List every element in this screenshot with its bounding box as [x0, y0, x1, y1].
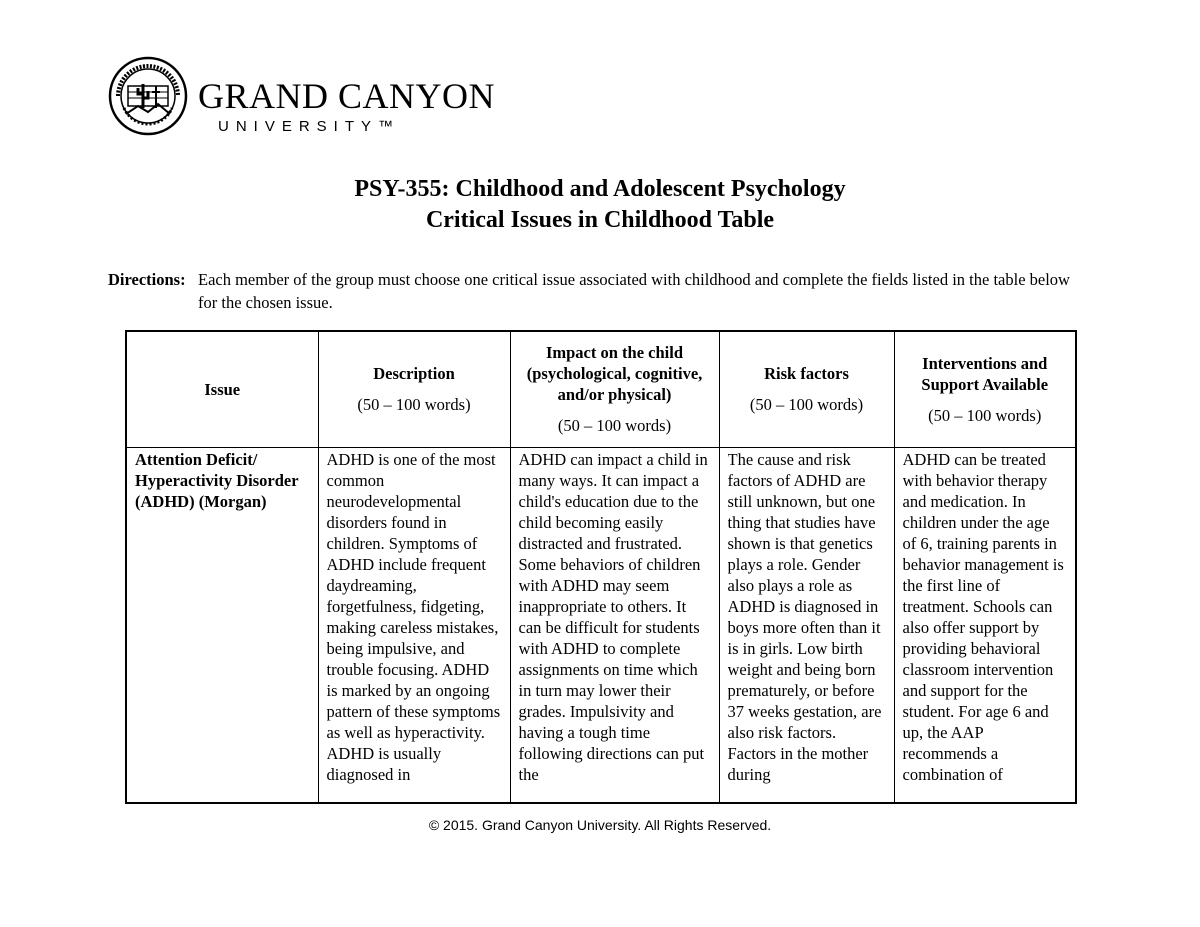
directions-label: Directions: — [108, 270, 186, 289]
logo-wordmark: GRAND CANYON — [198, 76, 496, 116]
column-word-count: (50 – 100 words) — [357, 395, 471, 415]
cell-description-text: ADHD is one of the most common neurodevelopmental disorders found in children. Symptoms of ADHD include frequent daydreaming, forgetfulness, fidgeting, making careless mistakes, being impulsive, and trouble focusing. ADHD is marked by an ongoing pattern of these symptoms as well as hyperactivity. ADHD is usually diagnosed in — [326, 449, 501, 784]
cell-interventions-text: ADHD can be treated with behavior therapy and medication. In children under the age of 6, training parents in behavior management is the first line of treatment. Schools can also offer support by providing behavioral classroom intervention and support for the student. For age 6 and up, the AAP recommends a combination of — [902, 449, 1064, 784]
university-logo — [108, 56, 496, 146]
column-header-impact — [510, 331, 719, 447]
column-heading: Impact on the child (psychological, cognitive, and/or physical) — [526, 343, 703, 405]
column-header-interventions — [894, 331, 1076, 447]
critical-issues-table — [125, 330, 1077, 804]
university-seal-icon — [108, 56, 188, 136]
copyright-footer: © 2015. Grand Canyon University. All Rights Reserved. — [428, 817, 772, 833]
column-heading: Risk factors — [764, 364, 849, 384]
column-header-risk-factors — [719, 331, 894, 447]
column-header-issue — [126, 331, 318, 447]
logo-subword: UNIVERSITY™ — [218, 118, 401, 135]
column-heading: Description — [373, 364, 455, 384]
cell-risk-factors — [719, 447, 894, 803]
table-header-row — [126, 331, 1076, 447]
column-word-count: (50 – 100 words) — [557, 416, 672, 436]
column-word-count: (50 – 100 words) — [749, 395, 864, 415]
cell-impact-text: ADHD can impact a child in many ways. It can impact a child's education due to the child becoming easily distracted and frustrated. Some behaviors of children with ADHD may seem inappropriate to others. It can be difficult for students with ADHD to complete assignments on time which in turn may lower their grades. Impulsivity and having a tough time following directions can put the — [518, 449, 708, 784]
cell-issue-text: Attention Deficit/ Hyperactivity Disorder (ADHD) (Morgan) — [135, 449, 299, 511]
table-row — [126, 447, 1076, 803]
column-heading: Interventions and Support Available — [921, 353, 1049, 394]
document-title-block — [0, 174, 1200, 236]
cell-issue — [126, 447, 318, 803]
column-heading: Issue — [204, 379, 241, 399]
cell-impact — [510, 447, 719, 803]
column-header-description — [318, 331, 510, 447]
column-word-count: (50 – 100 words) — [928, 405, 1042, 425]
cell-risk-factors-text: The cause and risk factors of ADHD are still unknown, but one thing that studies have shown is that genetics plays a role. Gender also plays a role as ADHD is diagnosed in boys more often than it is in girls. Low birth weight and being born prematurely, or before 37 weeks gestation, are also risk factors. Factors in the mother during — [727, 449, 882, 784]
directions-text: Each member of the group must choose one critical issue associated with childhood and complete the fields listed in the table below for the chosen issue. — [198, 270, 1070, 312]
cell-interventions — [894, 447, 1076, 803]
cell-description — [318, 447, 510, 803]
document-subtitle: Critical Issues in Childhood Table — [425, 207, 775, 233]
document-title: PSY-355: Childhood and Adolescent Psychology — [354, 176, 846, 202]
